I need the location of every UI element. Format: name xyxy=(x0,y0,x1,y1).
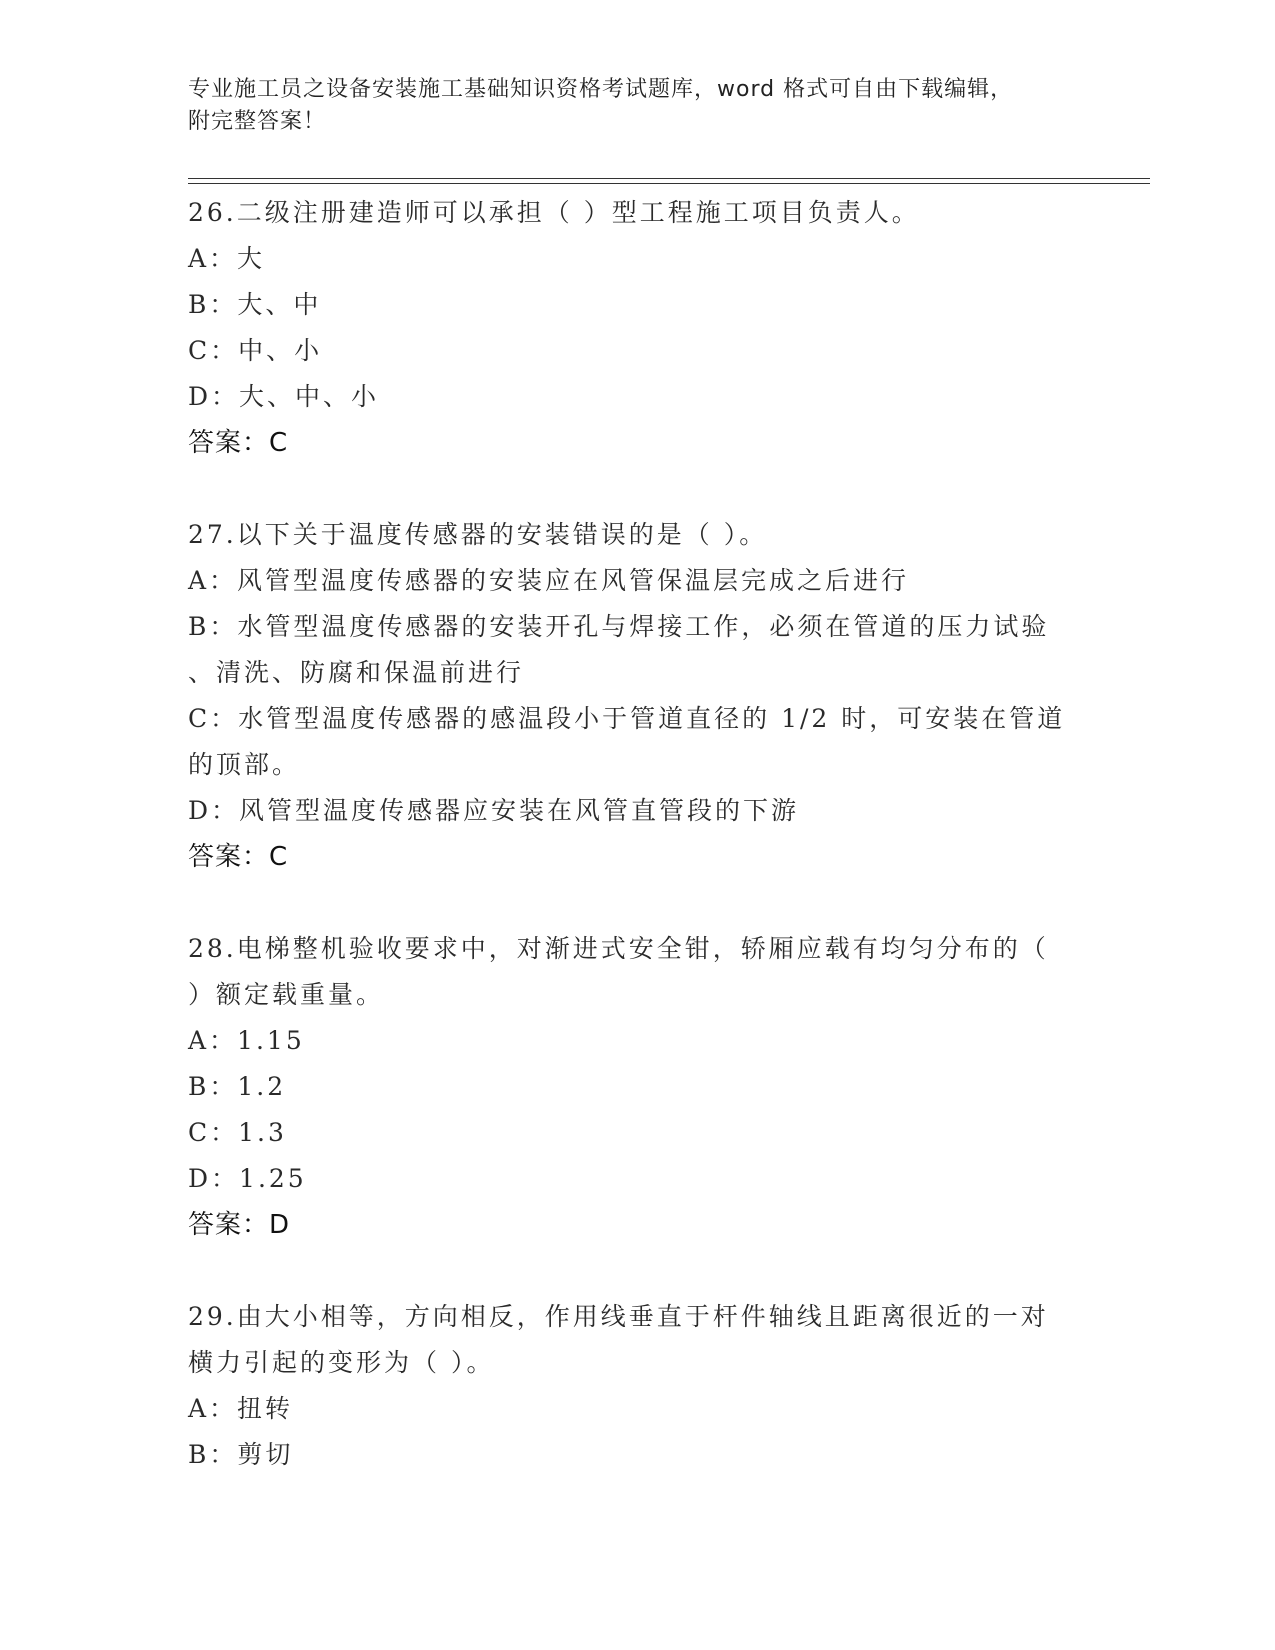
option-b: B：剪切 xyxy=(188,1440,294,1469)
question-stem-continuation: ）额定载重量。 xyxy=(188,980,385,1009)
document-header xyxy=(188,74,1088,138)
question-stem: 26.二级注册建造师可以承担（ ）型工程施工项目负责人。 xyxy=(188,198,920,227)
option-c: C：中、小 xyxy=(188,336,323,365)
header-divider-top xyxy=(188,178,1150,179)
option-d: D：风管型温度传感器应安装在风管直管段的下游 xyxy=(188,796,800,825)
answer-line: 答案：C xyxy=(188,428,289,458)
question-28 xyxy=(188,926,1088,1248)
option-a: A：风管型温度传感器的安装应在风管保温层完成之后进行 xyxy=(188,566,910,595)
option-a: A：1.15 xyxy=(188,1026,305,1055)
option-c: C：1.3 xyxy=(188,1118,287,1147)
option-c-continuation: 的顶部。 xyxy=(188,750,301,779)
option-b-continuation: 、清洗、防腐和保温前进行 xyxy=(188,658,525,687)
option-d: D：大、中、小 xyxy=(188,382,380,411)
option-a: A：扭转 xyxy=(188,1394,294,1423)
question-29 xyxy=(188,1294,1088,1478)
option-d: D：1.25 xyxy=(188,1164,307,1193)
question-stem: 28.电梯整机验收要求中，对渐进式安全钳，轿厢应载有均匀分布的（ xyxy=(188,934,1049,963)
header-line-2: 附完整答案！ xyxy=(188,109,327,134)
option-c: C：水管型温度传感器的感温段小于管道直径的 1/2 时，可安装在管道 xyxy=(188,704,1066,733)
question-list xyxy=(188,190,1088,1524)
answer-line: 答案：C xyxy=(188,842,289,872)
option-a: A：大 xyxy=(188,244,266,273)
option-b: B：大、中 xyxy=(188,290,322,319)
question-stem: 29.由大小相等，方向相反，作用线垂直于杆件轴线且距离很近的一对 xyxy=(188,1302,1049,1331)
question-stem: 27.以下关于温度传感器的安装错误的是（ ）。 xyxy=(188,520,768,549)
header-line-1: 专业施工员之设备安装施工基础知识资格考试题库，word 格式可自由下载编辑， xyxy=(188,77,1014,102)
question-26 xyxy=(188,190,1088,466)
question-stem-continuation: 横力引起的变形为（ ）。 xyxy=(188,1348,495,1377)
answer-line: 答案：D xyxy=(188,1210,291,1240)
question-27 xyxy=(188,512,1088,880)
header-divider-bottom xyxy=(188,183,1150,184)
option-b: B：水管型温度传感器的安装开孔与焊接工作，必须在管道的压力试验 xyxy=(188,612,1050,641)
option-b: B：1.2 xyxy=(188,1072,287,1101)
